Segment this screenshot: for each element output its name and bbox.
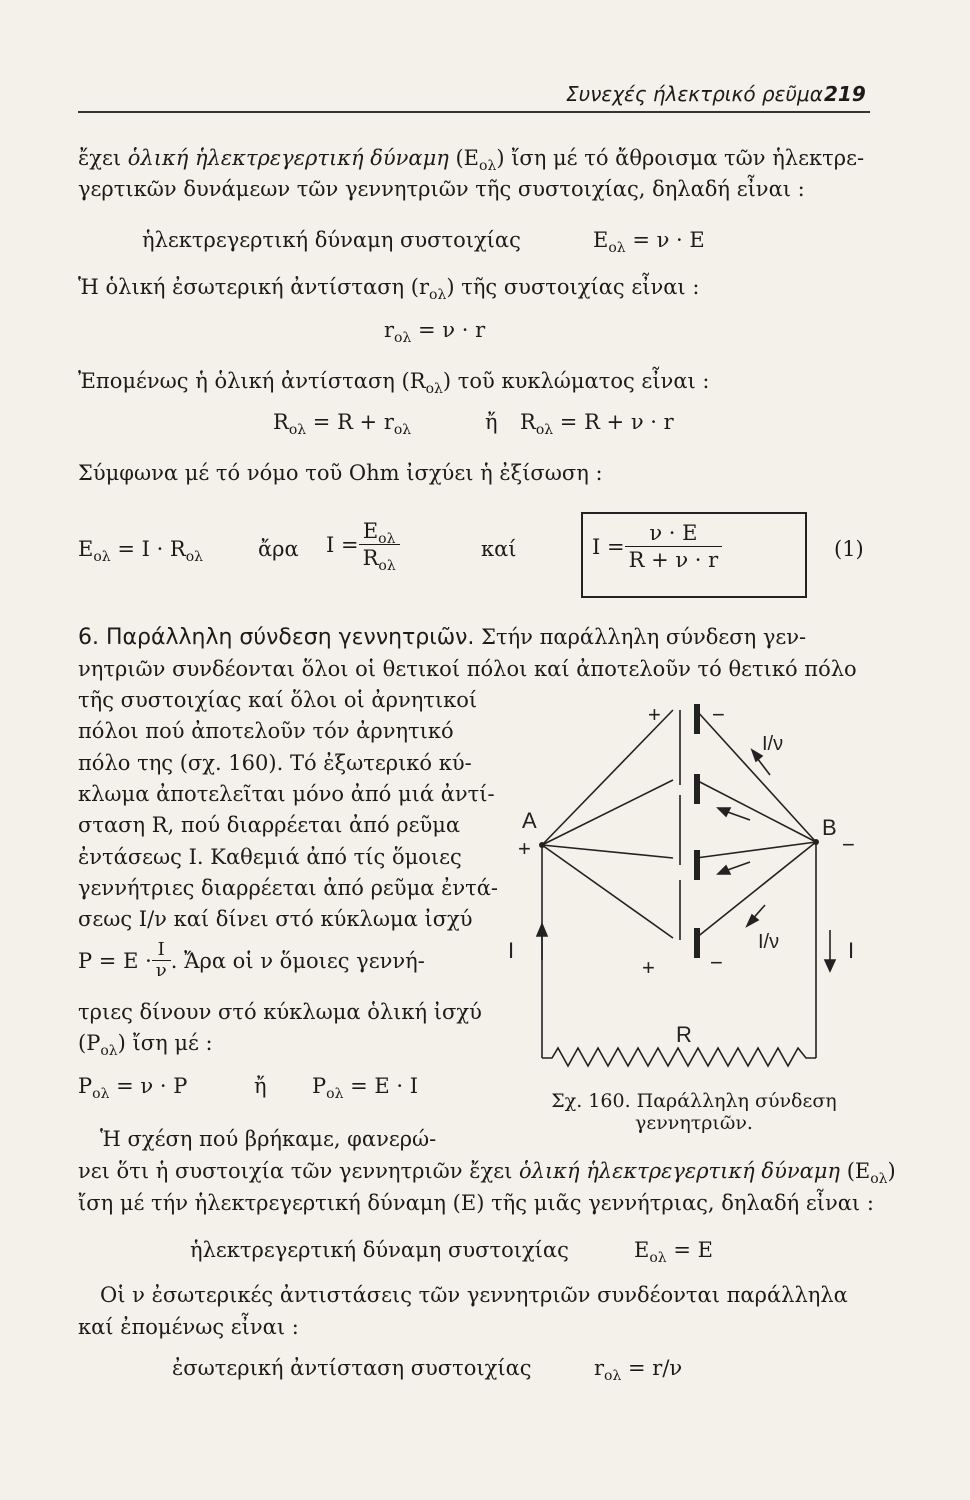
text-line: ἔχει ὁλική ἡλεκτρεγερτική δύναμη $(E_{o\lambda})$ ἴση μέ τό ἄθροισμα τῶν ἡλεκτρε- [78, 146, 865, 174]
parallel-circuit-diagram [500, 690, 880, 1080]
text-line: γερτικῶν δυνάμεων τῶν γεννητριῶν τῆς συστοιχίας, δηλαδή εἶναι : [78, 177, 805, 201]
wire [542, 710, 673, 845]
equation-kai: καί [481, 537, 517, 561]
current-label: I [508, 938, 515, 963]
text-line: Σύμφωνα μέ τό νόμο τοῦ Ohm ἰσχύει ἡ ἐξίσωση : [78, 461, 603, 485]
equation: $r_{o\lambda} = \nu \cdot r$ [384, 318, 486, 346]
plus-label: + [642, 955, 655, 980]
node-a-label: A [522, 808, 537, 833]
equation-number: (1) [834, 537, 864, 561]
text-line: καί ἐπομένως εἶναι : [78, 1315, 299, 1339]
current-label: I [848, 938, 855, 963]
text-line: κλωμα ἀποτελεῖται μόνο ἀπό μιά ἀντί- [78, 782, 495, 806]
text-line: πόλοι πού ἀποτελοῦν τόν ἀρνητικό [78, 719, 454, 743]
equation: $R_{o\lambda} = R + \nu \cdot r$ [520, 410, 674, 438]
equation-label: ἡλεκτρεγερτική δύναμη συστοιχίας [190, 1238, 569, 1262]
text-line: νητριῶν συνδέονται ὅλοι οἱ θετικοί πόλοι καί ἀποτελοῦν τό θετικό πόλο [78, 657, 857, 681]
text-line: $(P_{o\lambda})$ ἴση μέ : [78, 1031, 213, 1059]
text-line: ἴση μέ τήν ἡλεκτρεγερτική δύναμη (E) τῆς μιᾶς γεννήτριας, δηλαδή εἶναι : [78, 1191, 874, 1215]
arrow-head [825, 960, 835, 971]
equation: $R_{o\lambda} = R + r_{o\lambda}$ [273, 410, 412, 438]
section-line: 6. Παράλληλη σύνδεση γεννητριῶν. Στήν παράλληλη σύνδεση γεν- [78, 625, 807, 650]
arrow-head [752, 750, 762, 761]
arrow-head [747, 915, 758, 926]
equation-label: ἐσωτερική ἀντίσταση συστοιχίας [172, 1356, 532, 1380]
equation-or: ἤ [254, 1074, 267, 1098]
text-line: P = E · $\frac{I}{\nu}$ . Ἄρα οἱ ν ὅμοιες γεννή- [78, 939, 425, 981]
page-number: 219 [824, 82, 866, 106]
wire [696, 710, 816, 842]
equation: $r_{o\lambda} = r/\nu$ [594, 1356, 683, 1384]
generator-plate [694, 774, 700, 804]
minus-label: − [712, 702, 725, 727]
current-label: I/ν [758, 931, 780, 953]
text-line: σταση R, πού διαρρέεται ἀπό ρεῦμα [78, 813, 461, 837]
arrow-head [718, 866, 730, 874]
header-rule [78, 111, 870, 113]
equation: $E_{o\lambda} = E$ [634, 1238, 713, 1266]
figure-caption: Σχ. 160. Παράλληλη σύνδεση γεννητριῶν. [551, 1090, 837, 1134]
running-title: Συνεχές ήλεκτρικό ρεῦμα [566, 82, 823, 106]
minus-label: − [842, 832, 855, 857]
resistor [542, 1048, 816, 1066]
text-line: νει ὅτι ἡ συστοιχία τῶν γεννητριῶν ἔχει ὁλική ἡλεκτρεγερτική δύναμη $(E_{o\lambda})$ [78, 1159, 896, 1187]
text-line: σεως I/ν καί δίνει στό κύκλωμα ἰσχύ [78, 907, 473, 931]
equation: I = $\frac{E_{o\lambda}}{R_{o\lambda}}$ [326, 518, 400, 571]
plus-label: + [518, 836, 531, 861]
node-b-label: B [822, 815, 837, 840]
wire [542, 845, 673, 858]
node-b [813, 839, 819, 845]
text-line: Ἐπομένως ἡ ὁλική ἀντίσταση $(R_{o\lambda})$ τοῦ κυκλώματος εἶναι : [78, 369, 710, 397]
text-line: Οἱ ν ἐσωτερικές ἀντιστάσεις τῶν γεννητριῶν συνδέονται παράλληλα [100, 1283, 848, 1307]
wire [542, 780, 673, 845]
plus-label: + [648, 702, 661, 727]
text-line: Ἡ σχέση πού βρήκαμε, φανερώ- [100, 1127, 437, 1151]
equation-or: ἤ [485, 410, 498, 434]
text-line: τριες δίνουν στό κύκλωμα ὁλική ἰσχύ [78, 1000, 482, 1024]
generator-plate [694, 704, 700, 734]
current-label: I/ν [762, 733, 784, 755]
arrow-head [718, 808, 730, 816]
text-line: γεννήτριες διαρρέεται ἀπό ρεῦμα ἐντά- [78, 876, 498, 900]
section-title: 6. Παράλληλη σύνδεση γεννητριῶν. [78, 625, 475, 650]
resistor-label: R [676, 1022, 692, 1047]
equation-ara: ἄρα [258, 537, 299, 561]
equation-label: ἡλεκτρεγερτική δύναμη συστοιχίας [142, 228, 521, 252]
equation: I = $\frac{\nu \cdot E}{R + \nu \cdot r}$ [592, 520, 722, 573]
generator-plate [694, 928, 700, 958]
text-line: τῆς συστοιχίας καί ὅλοι οἱ ἀρνητικοί [78, 688, 478, 712]
text-line: ἐντάσεως I. Καθεμιά ἀπό τίς ὅμοιες [78, 845, 462, 869]
wire [542, 845, 673, 938]
equation: $P_{o\lambda} = \nu \cdot P$ [78, 1074, 188, 1102]
equation: $E_{o\lambda} = \nu \cdot E$ [593, 228, 705, 256]
text-line: πόλο της (σχ. 160). Τό ἐξωτερικό κύ- [78, 751, 472, 775]
arrow-head [537, 924, 547, 936]
minus-label: − [710, 950, 723, 975]
generator-plate [694, 850, 700, 880]
text-line: Ἡ ὁλική ἐσωτερική ἀντίσταση $(r_{o\lambda})$ τῆς συστοιχίας εἶναι : [78, 275, 700, 303]
equation: $E_{o\lambda} = I \cdot R_{o\lambda}$ [78, 537, 204, 565]
equation: $P_{o\lambda} = E \cdot I$ [312, 1074, 419, 1102]
node-a [539, 842, 545, 848]
wire [696, 780, 816, 842]
